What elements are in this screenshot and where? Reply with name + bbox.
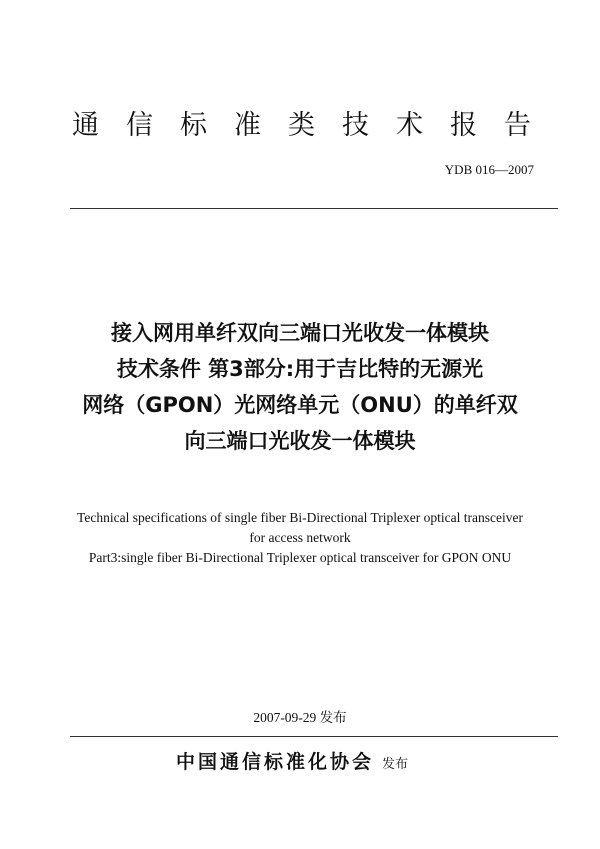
top-divider [70, 208, 558, 209]
document-number: YDB 016—2007 [444, 162, 534, 177]
publisher-line [176, 748, 408, 779]
publisher-name: 中国通信标准化协会 [176, 751, 375, 773]
chinese-title-line-1: 接入网用单纤双向三端口光收发一体模块 [111, 321, 489, 345]
chinese-title-line-2: 技术条件 第3部分:用于吉比特的无源光 [116, 357, 484, 381]
chinese-title [40, 315, 560, 459]
series-title: 通信标准类技术报告 [72, 110, 558, 141]
chinese-title-line-4: 向三端口光收发一体模块 [184, 429, 416, 453]
english-title [30, 508, 570, 568]
english-title-line-2: for access network [249, 530, 351, 545]
english-title-line-3: Part3:single fiber Bi-Directional Triplexer optical transceiver for GPON ONU [88, 550, 512, 565]
publish-date: 2007-09-29 发布 [253, 710, 347, 725]
english-title-line-1: Technical specifications of single fiber Bi-Directional Triplexer optical transceiver [77, 510, 523, 525]
publisher-suffix: 发布 [382, 757, 409, 772]
chinese-title-line-3: 网络（GPON）光网络单元（ONU）的单纤双 [82, 393, 518, 417]
bottom-divider [70, 736, 558, 737]
